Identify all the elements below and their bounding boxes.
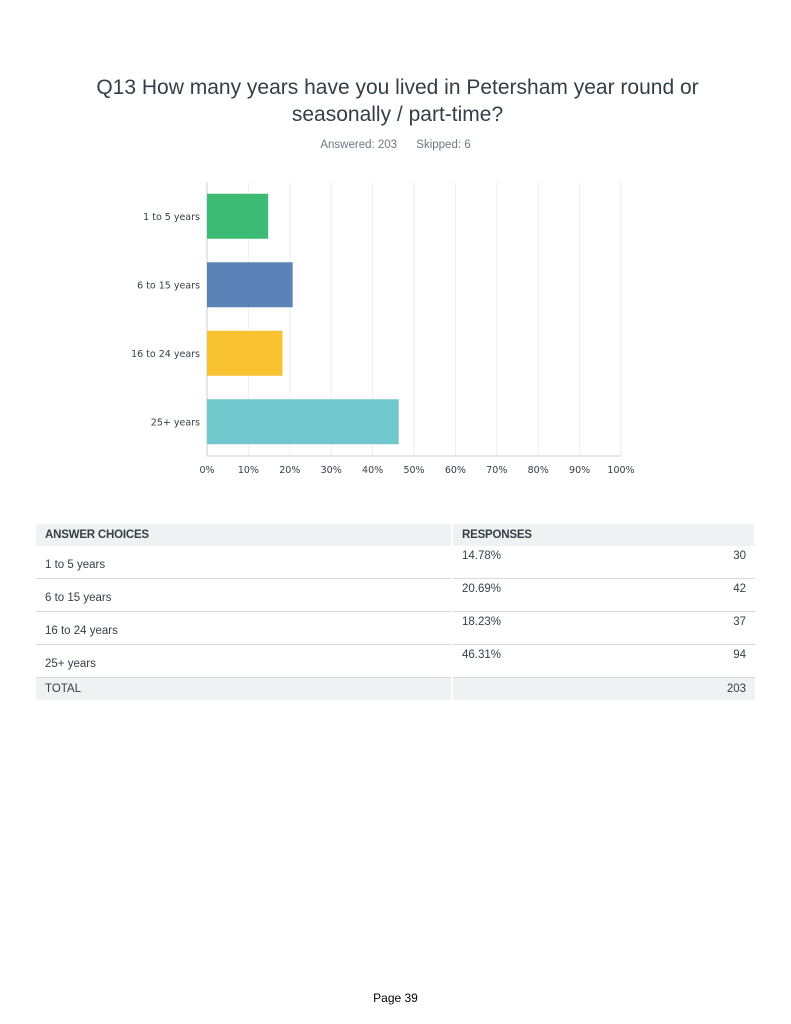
bar-chart [0, 170, 791, 490]
percent-cell: 46.31% [452, 645, 637, 678]
answer-choice-cell: 1 to 5 years [36, 546, 452, 579]
count-cell: 94 [637, 645, 755, 678]
bar [207, 194, 268, 239]
answer-choice-cell: 16 to 24 years [36, 612, 452, 645]
table-row [36, 579, 755, 612]
bar [207, 331, 282, 376]
x-tick-label: 30% [320, 465, 342, 476]
x-tick-label: 40% [362, 465, 384, 476]
x-tick-label: 20% [279, 465, 301, 476]
x-tick-label: 10% [237, 465, 259, 476]
count-cell: 37 [637, 612, 755, 645]
category-label: 1 to 5 years [143, 211, 200, 223]
answer-choice-cell: 6 to 15 years [36, 579, 452, 612]
percent-cell: 20.69% [452, 579, 637, 612]
chart-tick-labels [199, 465, 634, 476]
page-number: Page 39 [373, 991, 418, 1005]
x-tick-label: 60% [444, 465, 466, 476]
x-tick-label: 100% [607, 465, 635, 476]
table-row [36, 546, 755, 579]
table-total-row [36, 678, 755, 701]
total-spacer [452, 678, 637, 701]
responses-table [36, 524, 756, 700]
total-value: 203 [637, 678, 755, 701]
total-label: TOTAL [36, 678, 452, 701]
x-tick-label: 50% [403, 465, 425, 476]
category-label: 25+ years [150, 417, 200, 429]
answered-count: Answered: 203 [320, 139, 398, 151]
table-row [36, 612, 755, 645]
answer-choice-cell: 25+ years [36, 645, 452, 678]
chart-bars [207, 194, 399, 445]
responses-header: RESPONSES [452, 524, 755, 546]
bar [207, 262, 293, 307]
category-label: 6 to 15 years [137, 280, 200, 292]
answer-choices-header: ANSWER CHOICES [36, 524, 452, 546]
response-summary [0, 139, 791, 151]
skipped-count: Skipped: 6 [416, 139, 471, 151]
percent-cell: 14.78% [452, 546, 637, 579]
x-tick-label: 70% [486, 465, 508, 476]
table-row [36, 645, 755, 678]
bar [207, 399, 399, 444]
x-tick-label: 90% [569, 465, 591, 476]
count-cell: 42 [637, 579, 755, 612]
question-title: Q13 How many years have you lived in Petersham year round or seasonally / part-time? [96, 76, 699, 126]
category-label: 16 to 24 years [131, 348, 200, 360]
chart-category-labels [131, 212, 200, 429]
x-tick-label: 80% [527, 465, 549, 476]
table-header-row [36, 524, 755, 546]
count-cell: 30 [637, 546, 755, 579]
percent-cell: 18.23% [452, 612, 637, 645]
x-tick-label: 0% [199, 465, 215, 476]
